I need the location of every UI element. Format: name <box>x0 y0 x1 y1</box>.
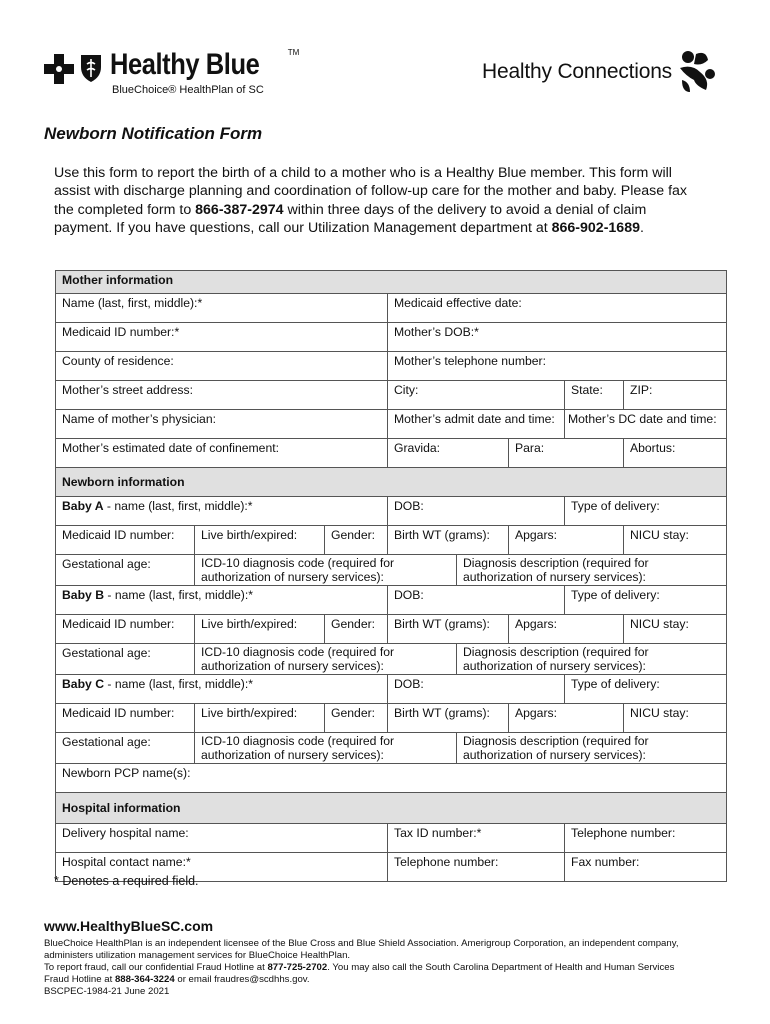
baby-c-nicu-field[interactable]: NICU stay: <box>624 704 727 733</box>
contact-phone-field[interactable]: Telephone number: <box>388 853 565 882</box>
hospital-phone-field[interactable]: Telephone number: <box>565 824 727 853</box>
baby-b-row-3 <box>56 644 727 675</box>
notification-form-table <box>55 270 727 882</box>
mother-phone-field[interactable]: Mother’s telephone number: <box>388 352 727 381</box>
physician-field[interactable]: Name of mother’s physician: <box>56 410 388 439</box>
tax-id-field[interactable]: Tax ID number:* <box>388 824 565 853</box>
baby-b-delivery-type-field[interactable]: Type of delivery: <box>565 586 727 615</box>
healthy-connections-text: Healthy Connections <box>482 60 672 83</box>
baby-b-row-2 <box>56 615 727 644</box>
mother-heading: Mother information <box>56 271 727 294</box>
healthy-blue-subtitle: BlueChoice® HealthPlan of SC <box>112 84 264 96</box>
baby-b-name-field[interactable]: Baby B - name (last, first, middle):* <box>56 586 388 615</box>
baby-c-gender-field[interactable]: Gender: <box>325 704 388 733</box>
baby-c-diagnosis-field[interactable]: Diagnosis description (required for authorization of nursery services): <box>457 733 727 764</box>
baby-a-live-birth-field[interactable]: Live birth/expired: <box>195 526 325 555</box>
baby-c-row-2 <box>56 704 727 733</box>
page-header <box>0 0 770 110</box>
baby-b-apgars-field[interactable]: Apgars: <box>509 615 624 644</box>
street-address-field[interactable]: Mother’s street address: <box>56 381 388 410</box>
baby-b-birth-weight-field[interactable]: Birth WT (grams): <box>388 615 509 644</box>
required-field-note: * Denotes a required field. <box>54 874 199 888</box>
healthy-blue-logo <box>44 48 299 96</box>
baby-a-name-field[interactable]: Baby A - name (last, first, middle):* <box>56 497 388 526</box>
mother-dob-field[interactable]: Mother’s DOB:* <box>388 323 727 352</box>
admit-date-field[interactable]: Mother’s admit date and time: <box>388 410 565 439</box>
dc-date-field[interactable]: Mother’s DC date and time: <box>565 410 727 439</box>
baby-a-medicaid-id-field[interactable]: Medicaid ID number: <box>56 526 195 555</box>
baby-c-row-3 <box>56 733 727 764</box>
baby-a-nicu-field[interactable]: NICU stay: <box>624 526 727 555</box>
county-field[interactable]: County of residence: <box>56 352 388 381</box>
baby-b-dob-field[interactable]: DOB: <box>388 586 565 615</box>
healthy-connections-mark-icon <box>676 50 716 94</box>
trademark: TM <box>287 48 300 57</box>
baby-a-diagnosis-field[interactable]: Diagnosis description (required for authorization of nursery services): <box>457 555 727 586</box>
scdhhs-hotline-number: 888-364-3224 <box>114 974 175 985</box>
healthy-connections-logo <box>482 50 716 94</box>
cross-icon <box>44 54 74 84</box>
para-field[interactable]: Para: <box>509 439 624 468</box>
baby-c-icd10-field[interactable]: ICD-10 diagnosis code (required for authorization of nursery services): <box>195 733 457 764</box>
baby-b-gender-field[interactable]: Gender: <box>325 615 388 644</box>
baby-a-gestational-age-field[interactable]: Gestational age: <box>56 555 195 586</box>
footer-disclaimer: BlueChoice HealthPlan is an independent licensee of the Blue Cross and Blue Shield Association. Amerigroup Corporation, an independent company, administers utilization management services for BlueChoice HealthPlan. To report fraud, call our confidential Fraud Hotline at 877-725-2702. You may also call the South Carolina Department of Health and Human Services Fraud Hotline at 888-364-3224 or email fraudres@scdhhs.gov. BSCPEC-1984-21 June 2021 <box>44 938 734 998</box>
form-code: BSCPEC-1984-21 June 2021 <box>44 986 170 997</box>
hospital-heading: Hospital information <box>56 793 727 824</box>
mother-section-header <box>56 271 727 294</box>
delivery-hospital-field[interactable]: Delivery hospital name: <box>56 824 388 853</box>
medicaid-effective-date-field[interactable]: Medicaid effective date: <box>388 294 727 323</box>
baby-b-diagnosis-field[interactable]: Diagnosis description (required for authorization of nursery services): <box>457 644 727 675</box>
baby-b-gestational-age-field[interactable]: Gestational age: <box>56 644 195 675</box>
baby-b-icd10-field[interactable]: ICD-10 diagnosis code (required for authorization of nursery services): <box>195 644 457 675</box>
baby-a-delivery-type-field[interactable]: Type of delivery: <box>565 497 727 526</box>
baby-a-dob-field[interactable]: DOB: <box>388 497 565 526</box>
baby-a-apgars-field[interactable]: Apgars: <box>509 526 624 555</box>
baby-a-birth-weight-field[interactable]: Birth WT (grams): <box>388 526 509 555</box>
zip-field[interactable]: ZIP: <box>624 381 727 410</box>
form-instructions: Use this form to report the birth of a child to a mother who is a Healthy Blue member. This form will assist with discharge planning and coordination of follow-up care for the mother and baby. Please fax the completed form to 866-387-2974 within three days of the delivery to avoid a denial of claim payment. If you have questions, call our Utilization Management department at 866-902-1689. <box>54 165 688 237</box>
mother-name-field[interactable]: Name (last, first, middle):* <box>56 294 388 323</box>
newborn-heading: Newborn information <box>56 468 727 497</box>
website-link[interactable]: www.HealthyBlueSC.com <box>44 918 214 934</box>
gravida-field[interactable]: Gravida: <box>388 439 509 468</box>
hospital-section-header <box>56 793 727 824</box>
city-field[interactable]: City: <box>388 381 565 410</box>
shield-icon <box>80 53 102 83</box>
baby-b-nicu-field[interactable]: NICU stay: <box>624 615 727 644</box>
mother-medicaid-id-field[interactable]: Medicaid ID number:* <box>56 323 388 352</box>
baby-c-delivery-type-field[interactable]: Type of delivery: <box>565 675 727 704</box>
um-phone-number: 866-902-1689 <box>551 220 640 237</box>
baby-c-name-field[interactable]: Baby C - name (last, first, middle):* <box>56 675 388 704</box>
baby-a-row-1 <box>56 497 727 526</box>
baby-c-birth-weight-field[interactable]: Birth WT (grams): <box>388 704 509 733</box>
edc-field[interactable]: Mother’s estimated date of confinement: <box>56 439 388 468</box>
baby-c-row-1 <box>56 675 727 704</box>
baby-a-gender-field[interactable]: Gender: <box>325 526 388 555</box>
baby-b-medicaid-id-field[interactable]: Medicaid ID number: <box>56 615 195 644</box>
baby-a-row-3 <box>56 555 727 586</box>
newborn-section-header <box>56 468 727 497</box>
baby-a-row-2 <box>56 526 727 555</box>
baby-b-live-birth-field[interactable]: Live birth/expired: <box>195 615 325 644</box>
fax-number-field[interactable]: Fax number: <box>565 853 727 882</box>
baby-c-gestational-age-field[interactable]: Gestational age: <box>56 733 195 764</box>
baby-b-row-1 <box>56 586 727 615</box>
hospital-contact-field[interactable]: Hospital contact name:* <box>56 853 388 882</box>
baby-c-medicaid-id-field[interactable]: Medicaid ID number: <box>56 704 195 733</box>
newborn-pcp-field[interactable]: Newborn PCP name(s): <box>56 764 727 793</box>
fax-number: 866-387-2974 <box>195 201 284 218</box>
baby-c-dob-field[interactable]: DOB: <box>388 675 565 704</box>
fraud-hotline-number: 877-725-2702 <box>267 962 328 973</box>
form-title: Newborn Notification Form <box>44 124 263 143</box>
state-field[interactable]: State: <box>565 381 624 410</box>
baby-c-apgars-field[interactable]: Apgars: <box>509 704 624 733</box>
abortus-field[interactable]: Abortus: <box>624 439 727 468</box>
baby-c-live-birth-field[interactable]: Live birth/expired: <box>195 704 325 733</box>
healthy-blue-name: Healthy Blue <box>110 48 260 81</box>
baby-a-icd10-field[interactable]: ICD-10 diagnosis code (required for authorization of nursery services): <box>195 555 457 586</box>
